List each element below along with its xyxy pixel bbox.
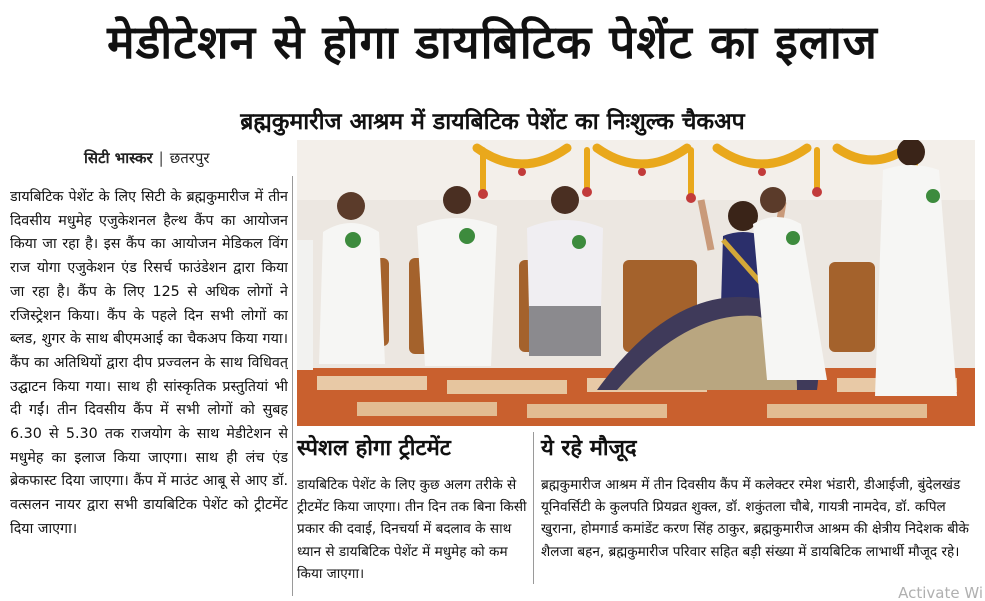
- page-headline: मेडीटेशन से होगा डायबिटिक पेशेंट का इलाज: [107, 15, 878, 69]
- byline-place: छतरपुर: [169, 149, 210, 167]
- page-subheadline: ब्रह्मकुमारीज आश्रम में डायबिटिक पेशेंट का निःशुल्क चैकअप: [240, 109, 745, 135]
- column-rule-left: [292, 176, 293, 596]
- byline: [84, 144, 210, 172]
- treatment-heading: स्पेशल होगा ट्रीटमेंट: [297, 436, 451, 461]
- column-rule-middle: [533, 432, 534, 584]
- byline-source: सिटी भास्कर: [84, 149, 153, 167]
- byline-separator: |: [158, 149, 164, 167]
- event-photo-illustration: [297, 140, 975, 426]
- left-column-article: डायबिटिक पेशेंट के लिए सिटी के ब्रह्मकुमारीज में तीन दिवसीय मधुमेह एजुकेशनल हैल्थ कैंप का आयोजन किया जा रहा है। इस कैंप का आयोजन मेडिकल विंग राज योगा एजुकेशन एंड रिसर्च फाउंडेशन द्वारा किया जा रहा है। कैंप के लिए 125 से अधिक लोगों ने रजिस्ट्रेशन किया। कैंप के पहले दिन सभी लोगों का ब्लड, शुगर के साथ बीएमआई का चैकअप किया गया। कैंप का अतिथियों द्वारा दीप प्रज्वलन के साथ विधिवत् उद्घाटन किया गया। साथ ही सांस्कृतिक प्रस्तुतियां भी दी गईं। तीन दिवसीय कैंप में सभी लोगों को सुबह 6.30 से 5.30 तक राजयोग के साथ मेडीटेशन से मधुमेह का इलाज किया जाएगा। साथ ही लंच एंड ब्रेकफास्ट दिया जाएगा। कैंप में माउंट आबू से आए डॉ. वत्सलन नायर द्वारा सभी डायबिटिक पेशेंट को ट्रीटमेंट दिया जाएगा।: [10, 189, 288, 537]
- treatment-text: डायबिटिक पेशेंट के लिए कुछ अलग तरीके से ट्रीटमेंट किया जाएगा। तीन दिन तक बिना किसी प्रकार की दवाई, दिनचर्या में बदलाव के साथ ध्यान से डायबिटिक पेशेंट में मधुमेह को कम किया जाएगा।: [297, 477, 527, 582]
- event-photo: [297, 140, 975, 426]
- attendees-text: ब्रह्मकुमारीज आश्रम में तीन दिवसीय कैंप में कलेक्टर रमेश भंडारी, डीआईजी, बुंदेलखंड यूनिवर्सिटी के कुलपति प्रियव्रत शुक्ल, डॉ. शकुंतला चौबे, गायत्री नामदेव, डॉ. कपिल खुराना, होमगार्ड कमांडेंट करण सिंह ठाकुर, ब्रह्मकुमारीज आश्रम की क्षेत्रीय निदेशक बीके शैलजा बहन, ब्रह्मकुमारीज परिवार सहित बड़ी संख्या में डायबिटिक लाभार्थी मौजूद रहे।: [541, 477, 970, 560]
- activate-windows-watermark: Activate Wi: [898, 584, 983, 601]
- attendees-heading: ये रहे मौजूद: [541, 436, 637, 461]
